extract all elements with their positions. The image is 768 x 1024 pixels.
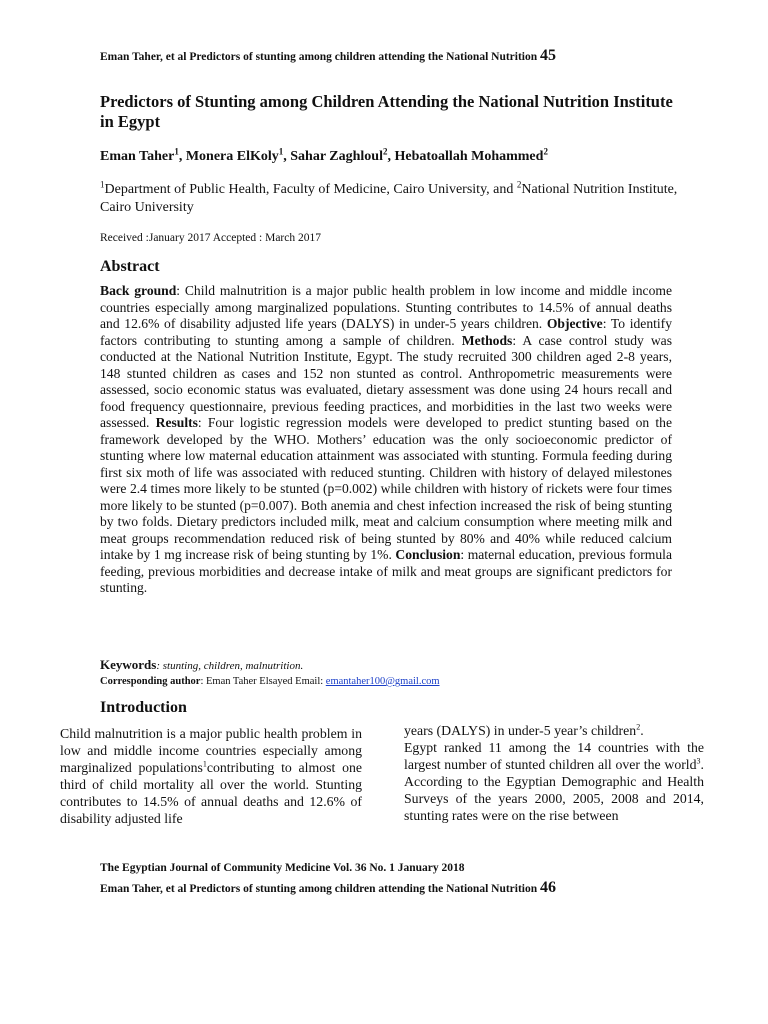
background-label: Back ground bbox=[100, 283, 177, 298]
author-name: Hebatoallah Mohammed bbox=[394, 149, 544, 164]
citation-mark: 2 bbox=[636, 722, 641, 732]
author-affiliation-mark: 1 bbox=[174, 146, 179, 157]
running-header bbox=[100, 47, 556, 65]
page-number: 46 bbox=[540, 879, 557, 896]
objective-label: Objective bbox=[546, 316, 603, 331]
conclusion-label: Conclusion bbox=[395, 547, 461, 562]
intro-paragraph: Egypt ranked 11 among the 14 countries with the largest number of stunted children all over the world$^3$. According to the Egyptian Demographic and Health Surveys of the years 2000, 2005, 2008 and 2014, stunting rates were on the rise between bbox=[404, 740, 704, 823]
author-name: Sahar Zaghloul bbox=[290, 149, 383, 164]
keywords: Keywords: stunting, children, malnutrition. bbox=[100, 657, 304, 672]
running-header-text: Eman Taher, et al Predictors of stunting among children attending the National Nutrition bbox=[100, 51, 538, 63]
page-number: 45 bbox=[540, 47, 557, 64]
intro-paragraph: years (DALYS) in under-5 year’s children$^2$. bbox=[404, 722, 644, 738]
results-label: Results bbox=[155, 415, 198, 430]
introduction-heading: Introduction bbox=[100, 699, 187, 716]
received-dates: Received :January 2017 Accepted : March 2017 bbox=[100, 232, 321, 244]
citation-mark: 3 bbox=[696, 756, 701, 766]
running-header-text: Eman Taher, et al Predictors of stunting among children attending the National Nutrition bbox=[100, 883, 538, 895]
abstract-body: Back ground: Child malnutrition is a major public health problem in low income and middle income countries especially among marginalized populations. Stunting contributes to 14.5% of annual deaths and 12.6% of disability adjusted life years (DALYS) in under-5 years children. Objective: To identify factors contributing to stunting among a sample of children. Methods: A case control study was conducted at the National Nutrition Institute, Egypt. The study recruited 300 children aged 2-8 years, 148 stunted children as cases and 152 non stunted as control. Anthropometric measurements were assessed, socio economic status was evaluated, dietary assessment was done using 24 hours recall and food frequency questionnaire, previous feeding practices, and morbidities in the last two weeks were assessed. Results: Four logistic regression models were developed to predict stunting based on the framework developed by the WHO. Mothers’ education was the only socioeconomic predictor of stunting where low maternal education attainment was associated with stunting. Formula feeding during first six moth of life was associated with reduced stunting. Children with history of delayed milestones were 2.4 times more likely to be stunted (p=0.002) while children with history of rickets were four times more likely to be stunted (p=0.007). Both anemia and chest infection increased the risk of being stunting by two folds. Dietary predictors included milk, meat and calcium consumption where meeting milk and meat groups recommendation reduced risk of being stunted by 80% and 40% while reduced calcium intake by 1 mg increase risk of being stunting by 1%. Conclusion: maternal education, previous formula feeding, previous morbidities and decrease intake of milk and meat groups are significant predictors for stunting. bbox=[100, 283, 672, 595]
author-affiliation-mark: 2 bbox=[543, 146, 548, 157]
email-link[interactable]: emantaher100@gmail.com bbox=[325, 676, 440, 687]
author-name: Monera ElKoly bbox=[185, 149, 279, 164]
corresponding-author: Corresponding author: Eman Taher Elsayed Email: emantaher100@gmail.com bbox=[100, 676, 440, 687]
paper-title: Predictors of Stunting among Children Attending the National Nutrition Institute in Egypt bbox=[100, 92, 673, 131]
author-name: Eman Taher bbox=[100, 149, 175, 164]
intro-left-column: Child malnutrition is a major public health problem in low and middle income countries especially among marginalized populations$^1$contributing to almost one third of child mortality all over the world. Stunting contributes to 14.5% of annual deaths and 12.6% of disability adjusted life bbox=[60, 726, 362, 826]
affiliations: $^1$Department of Public Health, Faculty of Medicine, Cairo University, and $^2$National Nutrition Institute, Cairo University bbox=[100, 179, 678, 215]
citation-mark: 1 bbox=[202, 759, 207, 769]
journal-footer: The Egyptian Journal of Community Medicine Vol. 36 No. 1 January 2018 bbox=[100, 862, 465, 874]
running-header-next-page bbox=[100, 879, 556, 897]
abstract-heading: Abstract bbox=[100, 258, 160, 275]
author-affiliation-mark: 2 bbox=[382, 146, 388, 157]
author-list: Eman Taher$^1$, Monera ElKoly$^1$, Sahar Zaghloul$^2$, Hebatoallah Mohammed$^2$ bbox=[100, 146, 548, 164]
intro-right-column bbox=[404, 722, 704, 824]
author-affiliation-mark: 1 bbox=[278, 146, 284, 157]
methods-label: Methods bbox=[461, 332, 513, 348]
